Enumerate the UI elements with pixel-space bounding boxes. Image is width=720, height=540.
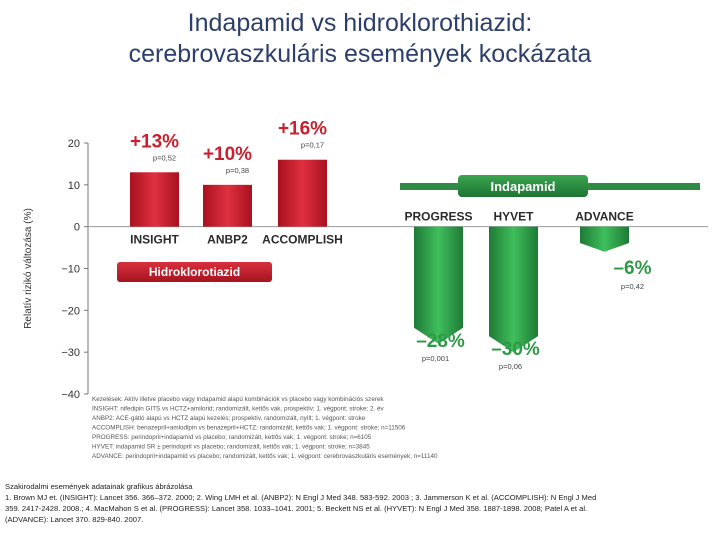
value-label: +16% [277,118,328,140]
chart-footnote-line: HYVET: indapamid SR ± perindopril vs placebo; randomizált, kettős vak; 1. végpont: stroke; n=3845 [92,443,370,451]
title-line-1: Indapamid vs hidroklorothiazid: [187,9,533,37]
slide-title [0,8,720,70]
p-value-label: p=0,52 [152,153,177,163]
value-label: +10% [202,143,253,165]
chart-footnote-line: ACCOMPLISH: benazepril+amlodipin vs benazepril+HCTZ; randomizált, kettős vak; 1. végpont: stroke; n=11506 [92,424,406,432]
category-label: HYVET [493,209,534,224]
value-label: +13% [129,131,180,153]
y-tick-label: 0 [73,221,80,234]
reference-line: (ADVANCE): Lancet 370. 829-840. 2007. [5,515,144,524]
y-tick-label: −20 [61,305,80,318]
chart-footnote-line: PROGRESS: perindopril+indapamid vs placebo; randomizált, kettős vak; 1. végpont: stroke; n=6105 [92,434,372,441]
chart-footnote-line: Kezelések: Aktív illetve placebo vagy indapamid alapú kombinációk vs placebo vagy kombinációs szerek [92,396,384,403]
title-line-2: cerebrovaszkuláris események kockázata [128,40,592,68]
reference-line: 1. Brown MJ et. (INSIGHT): Lancet 356. 366–372. 2000; 2. Wing LMH et al. (ANBP2): N Engl J Med 348. 583-592. 2003 ; 3. Jammerson K et al. (ACCOMPLISH): N Engl J Med [5,493,597,502]
y-tick-label: −30 [61,347,80,360]
chart-footnote-line: INSIGHT: nifedipin GITS vs HCTZ+amilorid; randomizált, kettős vak, prospektív; 1. végpont: stroke; 2. év [92,405,384,413]
bar-insight [130,172,179,226]
chart-footnote-line: ADVANCE: perindopril+indapamid vs placebo; randomizált, kettős vak; 1. végpont: cerebrovaszkuláris események; n=11140 [92,453,438,460]
bar-advance [580,227,629,252]
value-label: –30% [491,339,540,361]
bar-chart [0,118,720,478]
banner-label: Indapamid [490,179,556,194]
y-axis-title: Relatív rizikó változása (%) [23,208,34,329]
bar-progress [414,227,463,344]
p-value-label: p=0,38 [225,165,250,175]
bar-hyvet [489,227,538,353]
y-tick-label: 20 [67,138,80,150]
banner-label: Hidroklorotiazid [148,265,241,279]
y-tick-label: −40 [61,389,80,401]
p-value-label: p=0,42 [620,281,645,291]
y-tick-label: 10 [67,179,80,192]
p-value-label: p=0,06 [498,362,523,372]
p-value-label: p=0,001 [421,353,450,363]
references [5,481,717,525]
value-label: –6% [613,257,652,279]
chart-footnote-line: ANBP2: ACE-gátló alapú vs HCTZ alapú kezelés; prospektív, randomizált, nyílt; 1. végpont: stroke [92,415,366,422]
category-label: ADVANCE [575,209,634,224]
p-value-label: p=0,17 [300,140,325,150]
y-tick-label: −10 [61,263,80,276]
value-label: –28% [416,330,465,352]
bar-accomplish [278,160,327,227]
reference-line: 359. 2417-2428. 2008.; 4. MacMahon S et al. (PROGRESS): Lancet 358. 1033–1041. 2001; 5. Beckett NS et al. (HYVET): N Engl J Med 358. 1887-1898. 2008; Patel A et al. [5,504,588,513]
category-label: ANBP2 [207,232,248,247]
category-label: PROGRESS [404,209,473,224]
category-label: ACCOMPLISH [262,232,343,247]
bar-anbp2 [203,185,252,227]
category-label: INSIGHT [130,232,179,247]
references-heading: Szakirodalmi események adatainak grafikus ábrázolása [5,482,193,491]
